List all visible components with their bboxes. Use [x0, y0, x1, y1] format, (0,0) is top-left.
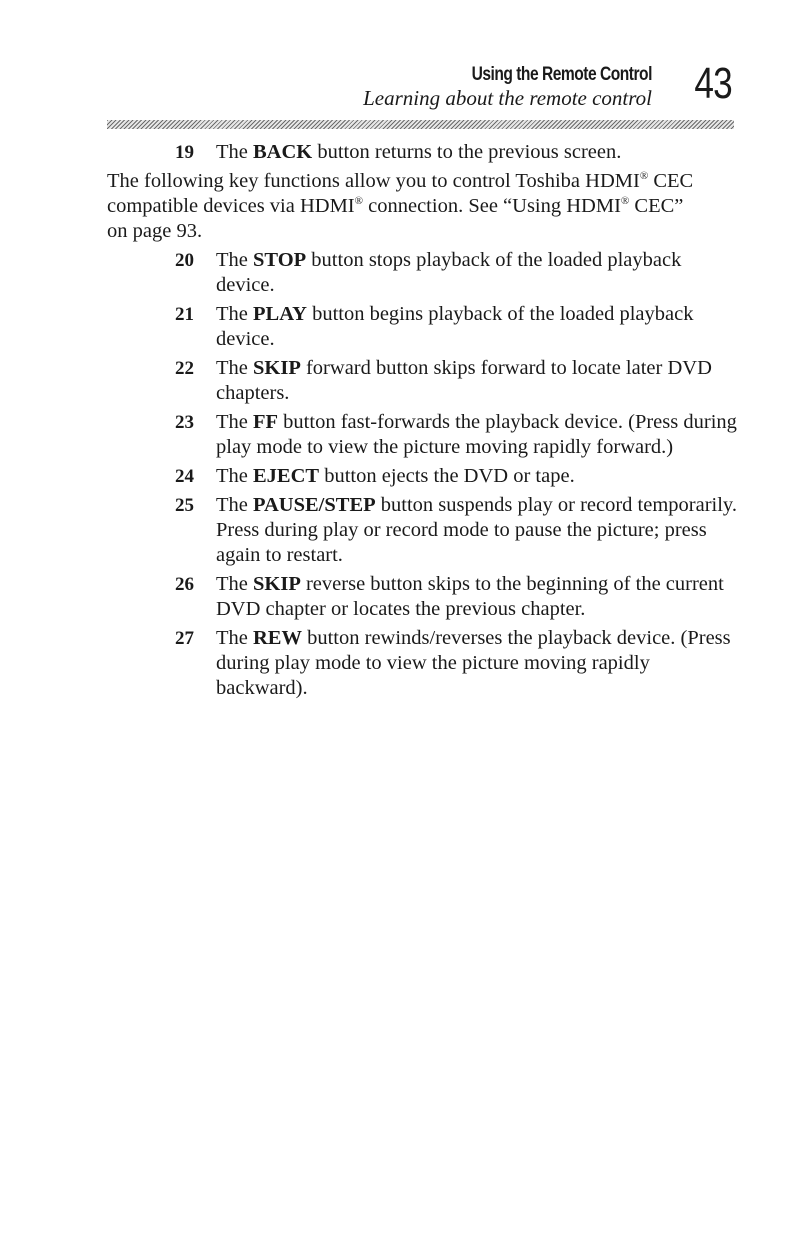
list-item — [107, 464, 737, 489]
item-text — [216, 573, 724, 620]
list-item — [107, 356, 737, 406]
item-pre: The — [216, 465, 253, 487]
chapter-title: Using the Remote Control — [471, 64, 652, 85]
item-pre: The — [216, 573, 253, 595]
item-key: EJECT — [253, 465, 320, 487]
item-pre: The — [216, 411, 253, 433]
item-post: button fast-forwards the playback device. (Press during play mode to view the picture moving rapidly forward.) — [216, 411, 737, 458]
item-key: SKIP — [253, 573, 301, 595]
page-header — [0, 60, 806, 120]
registered-mark: ® — [639, 170, 649, 183]
running-header — [363, 64, 652, 110]
item-text — [216, 357, 712, 404]
item-key: PAUSE/STEP — [253, 494, 376, 516]
page-number: 43 — [694, 59, 732, 108]
item-number: 24 — [175, 466, 194, 487]
list-item — [107, 572, 737, 622]
page-body — [107, 140, 737, 705]
item-number: 20 — [175, 250, 194, 271]
item-post: button ejects the DVD or tape. — [319, 465, 575, 487]
item-pre: The — [216, 141, 253, 163]
header-divider — [107, 120, 734, 129]
item-text — [216, 141, 621, 163]
list-item — [107, 248, 737, 298]
item-pre: The — [216, 303, 253, 325]
item-number: 22 — [175, 358, 194, 379]
list-item — [107, 493, 737, 568]
item-pre: The — [216, 494, 253, 516]
list-item — [107, 302, 737, 352]
item-number: 27 — [175, 628, 194, 649]
item-number: 21 — [175, 304, 194, 325]
item-key: FF — [253, 411, 279, 433]
item-key: STOP — [253, 249, 307, 271]
item-number: 23 — [175, 412, 194, 433]
item-post: button rewinds/reverses the playback device. (Press during play mode to view the picture moving rapidly backward). — [216, 627, 731, 699]
intro-part4: CEC” on page 93. — [107, 195, 684, 242]
item-number: 25 — [175, 495, 194, 516]
item-post: forward button skips forward to locate later DVD chapters. — [216, 357, 712, 404]
intro-part3: connection. See “Using HDMI — [363, 195, 621, 217]
item-post: button begins playback of the loaded playback device. — [216, 303, 694, 350]
item-number: 19 — [175, 142, 194, 163]
item-post: reverse button skips to the beginning of the current DVD chapter or locates the previous chapter. — [216, 573, 724, 620]
list-item — [107, 410, 737, 460]
item-pre: The — [216, 357, 253, 379]
list-item — [107, 626, 737, 701]
item-post: button suspends play or record temporarily. Press during play or record mode to pause the picture; press again to restart. — [216, 494, 737, 566]
intro-part2: CEC compatible devices via HDMI — [107, 170, 694, 217]
item-number: 26 — [175, 574, 194, 595]
item-text — [216, 411, 737, 458]
item-pre: The — [216, 249, 253, 271]
item-text — [216, 494, 737, 566]
item-key: PLAY — [253, 303, 307, 325]
item-text — [216, 465, 575, 487]
item-post: button stops playback of the loaded playback device. — [216, 249, 682, 296]
registered-mark: ® — [620, 195, 630, 208]
registered-mark: ® — [354, 195, 363, 208]
item-text — [216, 303, 693, 350]
section-title: Learning about the remote control — [363, 86, 652, 110]
key-function-list — [107, 248, 737, 701]
list-item — [107, 140, 737, 165]
intro-part1: The following key functions allow you to control Toshiba HDMI — [107, 170, 640, 192]
item-key: BACK — [253, 141, 313, 163]
item-post: button returns to the previous screen. — [312, 141, 622, 163]
intro-paragraph — [107, 169, 707, 244]
item-key: REW — [253, 627, 302, 649]
item-text — [216, 627, 731, 699]
item-text — [216, 249, 681, 296]
item-key: SKIP — [253, 357, 301, 379]
item-pre: The — [216, 627, 253, 649]
